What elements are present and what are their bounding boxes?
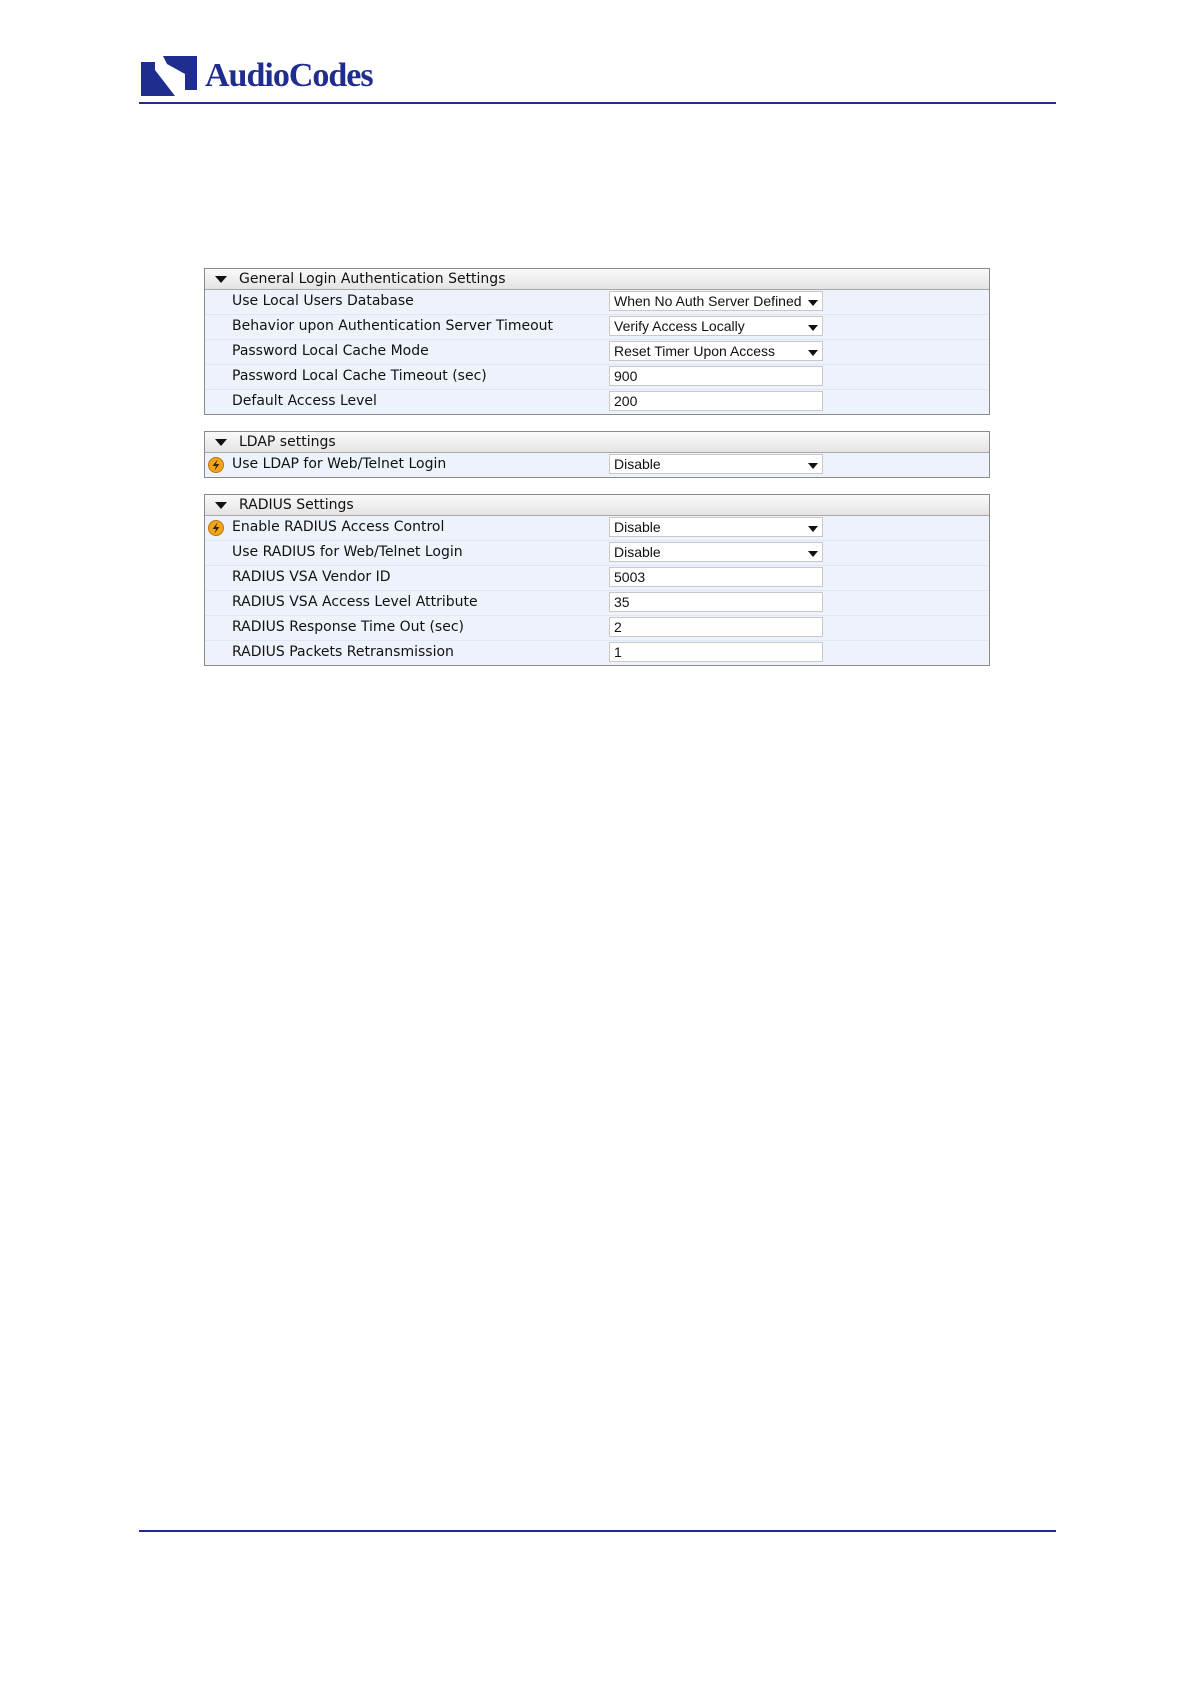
chevron-down-icon[interactable] <box>808 325 818 331</box>
select-use-radius-for-web-telnet-login[interactable] <box>609 542 823 562</box>
collapse-caret-icon[interactable] <box>215 276 227 283</box>
setting-label: RADIUS Response Time Out (sec) <box>232 619 464 635</box>
setting-label: Use RADIUS for Web/Telnet Login <box>232 544 463 560</box>
field-value: 35 <box>614 594 630 610</box>
field-value: 200 <box>614 393 638 409</box>
collapse-caret-icon[interactable] <box>215 439 227 446</box>
collapse-caret-icon[interactable] <box>215 502 227 509</box>
setting-row-enable-radius-access-control <box>205 516 989 541</box>
logo-text: AudioCodes <box>205 57 373 94</box>
setting-label: RADIUS VSA Access Level Attribute <box>232 594 478 610</box>
input-password-local-cache-timeout-sec[interactable] <box>609 366 823 386</box>
chevron-down-icon[interactable] <box>808 526 818 532</box>
field-value: Disable <box>614 519 661 535</box>
setting-label: Default Access Level <box>232 393 377 409</box>
input-default-access-level[interactable] <box>609 391 823 411</box>
field-value: 900 <box>614 368 638 384</box>
field-value: Verify Access Locally <box>614 318 745 334</box>
chevron-down-icon[interactable] <box>808 463 818 469</box>
audiocodes-logo-icon <box>141 56 197 96</box>
setting-label: Use Local Users Database <box>232 293 414 309</box>
authentication-settings-form <box>204 268 990 682</box>
group-header[interactable] <box>205 269 989 290</box>
setting-row-password-local-cache-mode <box>205 340 989 365</box>
setting-row-behavior-upon-authentication-server-timeout <box>205 315 989 340</box>
group-title: RADIUS Settings <box>239 497 354 513</box>
field-value: When No Auth Server Defined <box>614 293 802 309</box>
group-header[interactable] <box>205 495 989 516</box>
setting-row-use-local-users-database <box>205 290 989 315</box>
select-use-ldap-for-web-telnet-login[interactable] <box>609 454 823 474</box>
lightning-icon <box>208 457 224 473</box>
input-radius-packets-retransmission[interactable] <box>609 642 823 662</box>
chevron-down-icon[interactable] <box>808 551 818 557</box>
field-value: Disable <box>614 456 661 472</box>
company-logo <box>141 56 373 96</box>
settings-group-radius-settings <box>204 494 990 666</box>
input-radius-vsa-vendor-id[interactable] <box>609 567 823 587</box>
input-radius-vsa-access-level-attribute[interactable] <box>609 592 823 612</box>
field-value: 2 <box>614 619 622 635</box>
footer-rule <box>139 1530 1056 1532</box>
setting-row-radius-packets-retransmission <box>205 641 989 665</box>
setting-label: Password Local Cache Mode <box>232 343 429 359</box>
chevron-down-icon[interactable] <box>808 350 818 356</box>
setting-row-use-radius-for-web-telnet-login <box>205 541 989 566</box>
select-password-local-cache-mode[interactable] <box>609 341 823 361</box>
setting-row-radius-vsa-access-level-attribute <box>205 591 989 616</box>
setting-label: Behavior upon Authentication Server Timeout <box>232 318 554 334</box>
header-rule <box>139 102 1056 104</box>
setting-row-use-ldap-for-web-telnet-login <box>205 453 989 477</box>
setting-row-default-access-level <box>205 390 989 414</box>
setting-label: RADIUS Packets Retransmission <box>232 644 454 660</box>
field-value: Disable <box>614 544 661 560</box>
group-header[interactable] <box>205 432 989 453</box>
select-behavior-upon-authentication-server-timeout[interactable] <box>609 316 823 336</box>
setting-row-radius-response-time-out-sec <box>205 616 989 641</box>
lightning-icon <box>208 520 224 536</box>
setting-row-radius-vsa-vendor-id <box>205 566 989 591</box>
settings-group-ldap-settings <box>204 431 990 478</box>
settings-group-general-login-authentication-settings <box>204 268 990 415</box>
field-value: 1 <box>614 644 622 660</box>
setting-row-password-local-cache-timeout-sec <box>205 365 989 390</box>
chevron-down-icon[interactable] <box>808 300 818 306</box>
setting-label: Enable RADIUS Access Control <box>232 519 445 535</box>
group-title: LDAP settings <box>239 434 336 450</box>
setting-label: RADIUS VSA Vendor ID <box>232 569 391 585</box>
select-enable-radius-access-control[interactable] <box>609 517 823 537</box>
select-use-local-users-database[interactable] <box>609 291 823 311</box>
setting-label: Password Local Cache Timeout (sec) <box>232 368 487 384</box>
group-title: General Login Authentication Settings <box>239 271 506 287</box>
field-value: 5003 <box>614 569 646 585</box>
field-value: Reset Timer Upon Access <box>614 343 776 359</box>
input-radius-response-time-out-sec[interactable] <box>609 617 823 637</box>
setting-label: Use LDAP for Web/Telnet Login <box>232 456 447 472</box>
